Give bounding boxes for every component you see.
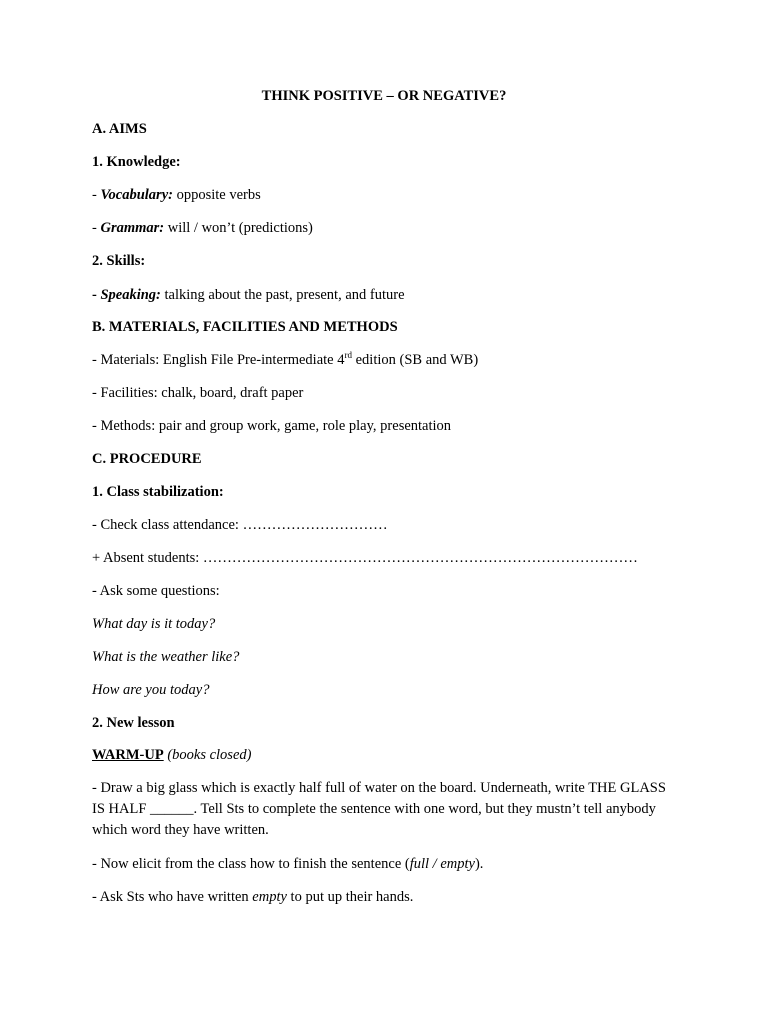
new-lesson-heading: 2. New lesson [92, 715, 175, 731]
elicit-line [92, 854, 483, 876]
elicit-emphasis: full / empty [409, 856, 475, 872]
elicit-pre: - Now elicit from the class how to finish the sentence ( [92, 856, 410, 872]
elicit-post: ). [474, 856, 484, 872]
warmup-line [92, 745, 251, 767]
warmup-label: WARM-UP [92, 747, 164, 763]
question-day: What day is it today? [92, 616, 216, 632]
stabilization-heading: 1. Class stabilization: [92, 484, 224, 500]
materials-line [92, 350, 478, 372]
speaking-line: - Speaking: talking about the past, present, and future [92, 287, 405, 303]
section-c-heading: C. PROCEDURE [92, 451, 202, 467]
warmup-note: (books closed) [163, 747, 252, 763]
vocabulary-line: - Vocabulary: opposite verbs [92, 187, 261, 203]
vocabulary-label: Vocabulary: [100, 187, 173, 203]
vocabulary-text: opposite verbs [172, 187, 261, 203]
grammar-label: Grammar: [100, 220, 165, 236]
page-title: THINK POSITIVE – OR NEGATIVE? [261, 88, 507, 104]
draw-glass-paragraph: - Draw a big glass which is exactly half full of water on the board. Underneath, write THE GLASS IS HALF ______. Tell Sts to complete the sentence with one word, but they mustn’t tell anybody which word they have written. [92, 780, 666, 838]
knowledge-heading: 1. Knowledge: [92, 154, 181, 170]
question-how-are-you: How are you today? [92, 682, 210, 698]
materials-post: edition (SB and WB) [351, 352, 479, 368]
skills-heading: 2. Skills: [92, 253, 146, 269]
attendance-line [92, 515, 388, 537]
ask-pre: - Ask Sts who have written [92, 889, 253, 905]
attendance-dots: ………………………… [242, 517, 388, 533]
grammar-line: - Grammar: will / won’t (predictions) [92, 220, 313, 236]
facilities-line: - Facilities: chalk, board, draft paper [92, 385, 304, 401]
section-b-heading: B. MATERIALS, FACILITIES AND METHODS [92, 319, 398, 335]
absent-label: + Absent students: [92, 550, 203, 566]
attendance-label: - Check class attendance: [92, 517, 243, 533]
methods-line: - Methods: pair and group work, game, role play, presentation [92, 418, 452, 434]
ask-post: to put up their hands. [286, 889, 414, 905]
ask-hands-line [92, 887, 413, 909]
section-a-heading: A. AIMS [92, 121, 147, 137]
grammar-text: will / won’t (predictions) [164, 220, 313, 236]
question-weather: What is the weather like? [92, 649, 240, 665]
ask-emphasis: empty [252, 889, 287, 905]
absent-line [92, 548, 638, 570]
materials-sup: rd [344, 350, 352, 361]
ask-questions-line: - Ask some questions: [92, 583, 220, 599]
speaking-label: Speaking: [100, 287, 161, 303]
materials-pre: - Materials: English File Pre-intermediate 4 [92, 352, 345, 368]
speaking-text: talking about the past, present, and future [160, 287, 405, 303]
absent-dots: ……………………………………………………………………………… [202, 550, 638, 566]
